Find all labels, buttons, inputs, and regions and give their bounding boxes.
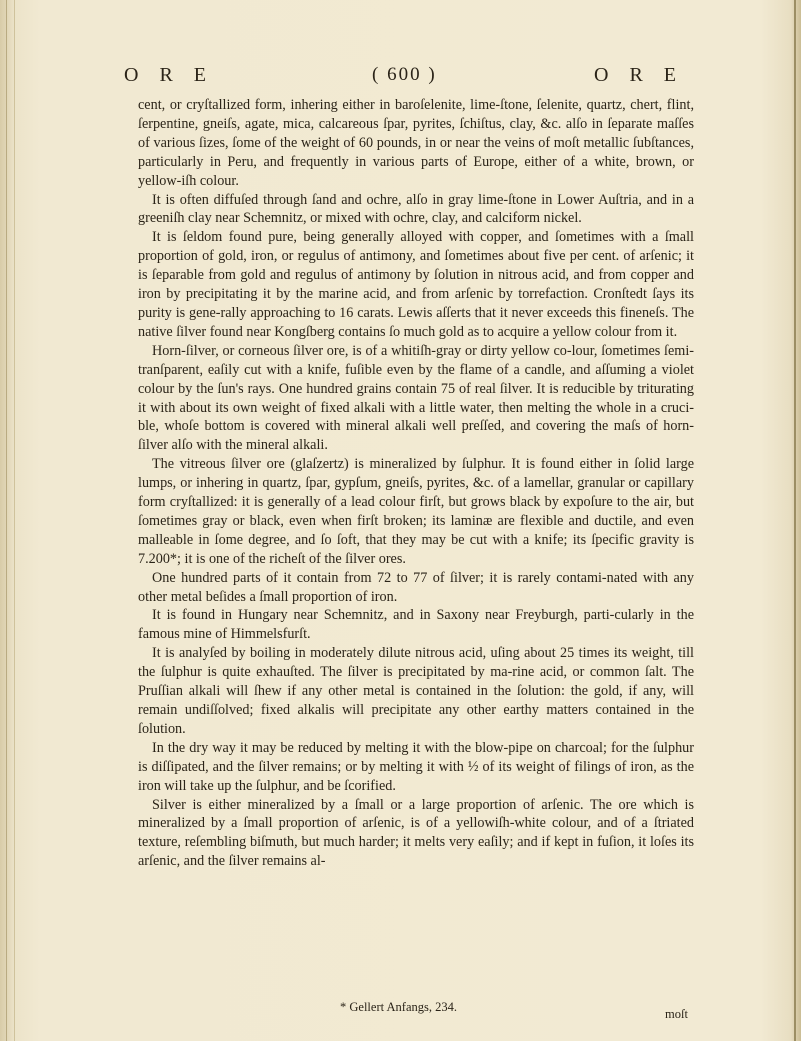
binding-edge (0, 0, 15, 1041)
page-number: ( 600 ) (372, 64, 437, 85)
paragraph-4: Horn-ſilver, or corneous ſilver ore, is of a whitiſh-gray or dirty yellow co-lour, ſometimes ſemi-tranſparent, eaſily cut with a knife, fuſible even by the flame of a candle, and aſſuming a violet colour by the ſun's rays. One hundred grains contain 75 of real ſilver. It is reducible by triturating it with about its own weight of fixed alkali with a little water, then melting the whole in a cruci-ble, whoſe bottom is covered with mineral alkali well preſſed, and covering the maſs of horn-ſilver alſo with the mineral alkali. (138, 342, 694, 454)
body-text (138, 96, 694, 871)
page-edge (791, 0, 801, 1041)
footnote: * Gellert Anfangs, 234. (340, 1000, 457, 1014)
paragraph-5: The vitreous ſilver ore (glaſzertz) is mineralized by ſulphur. It is found either in ſolid large lumps, or inhering in quartz, ſpar, gypſum, gneiſs, pyrites, &c. of a lamellar, granular or capillary form cryſtallized: it is generally of a lead colour firſt, but grows black by expoſure to the air, but ſometimes gray or black, even when firſt broken; its laminæ are flexible and ductile, and even malleable in ſome degree, and ſo ſoft, that they may be cut with a knife; its ſpecific gravity is 7.200*; it is one of the richeſt of the ſilver ores. (138, 456, 694, 567)
running-header (124, 64, 684, 90)
paragraph-1: cent, or cryſtallized form, inhering either in baroſelenite, lime-ſtone, ſelenite, quartz, chert, flint, ſerpentine, gneiſs, agate, mica, calcareous ſpar, pyrites, ſchiſtus, clay, &c. alſo in ſeparate maſſes of various ſizes, ſome of the weight of 60 pounds, in or near the veins of moſt metallic ſubſtances, particularly in Peru, and frequently in various parts of Europe, either of a white, brown, or yellow-iſh colour. (138, 97, 694, 189)
paragraph-8: It is analyſed by boiling in moderately dilute nitrous acid, uſing about 25 times its weight, till the ſulphur is quite exhauſted. The ſilver is precipitated by ma-rine acid, or common ſalt. The Pruſſian alkali will ſhew if any other metal is contained in the ſolution: the gold, if any, will remain undiſſolved; fixed alkalis will precipitate any other earthy matters contained in the ſolution. (138, 645, 694, 737)
paragraph-9: In the dry way it may be reduced by melting it with the blow-pipe on charcoal; for the ſulphur is diſſipated, and the ſilver remains; or by melting it with ½ of its weight of filings of iron, as the iron will take up the ſulphur, and be ſcorified. (138, 739, 694, 794)
catchword: moſt (665, 1007, 688, 1021)
paragraph-2: It is often diffuſed through ſand and ochre, alſo in gray lime-ſtone in Lower Auſtria, and in a greeniſh clay near Schemnitz, or mixed with ochre, clay, and calciform nickel. (138, 191, 694, 227)
header-left: O R E (124, 64, 214, 86)
paragraph-10: Silver is either mineralized by a ſmall or a large proportion of arſenic. The ore which is mineralized by a ſmall proportion of arſenic, is of a yellowiſh-white colour, and of a ſtriated texture, reſembling biſmuth, but much harder; it melts very eaſily; and if kept in fuſion, it loſes its arſenic, and the ſilver remains al- (138, 796, 694, 870)
paragraph-3: It is ſeldom found pure, being generally alloyed with copper, and ſometimes with a ſmall proportion of gold, iron, or regulus of antimony, and ſometimes about five per cent. of arſenic; it is ſeparable from gold and regulus of antimony by ſolution in nitrous acid, and from copper and iron by precipitating it by the marine acid, and from arſenic by torrefaction. Cronſtedt ſays its purity is gene-rally approaching to 16 carats. Lewis aſſerts that it never exceeds this fineneſs. The native ſilver found near Kongſberg contains ſo much gold as to acquire a yellow colour from it. (138, 229, 694, 340)
paragraph-7: It is found in Hungary near Schemnitz, and in Saxony near Freyburgh, parti-cularly in the famous mine of Himmelsfurſt. (138, 607, 694, 643)
page-edge-line (794, 0, 796, 1041)
binding-line (6, 0, 7, 1041)
paragraph-6: One hundred parts of it contain from 72 to 77 of ſilver; it is rarely contami-nated with any other metal beſides a ſmall proportion of iron. (138, 569, 694, 605)
header-right: O R E (594, 64, 684, 86)
